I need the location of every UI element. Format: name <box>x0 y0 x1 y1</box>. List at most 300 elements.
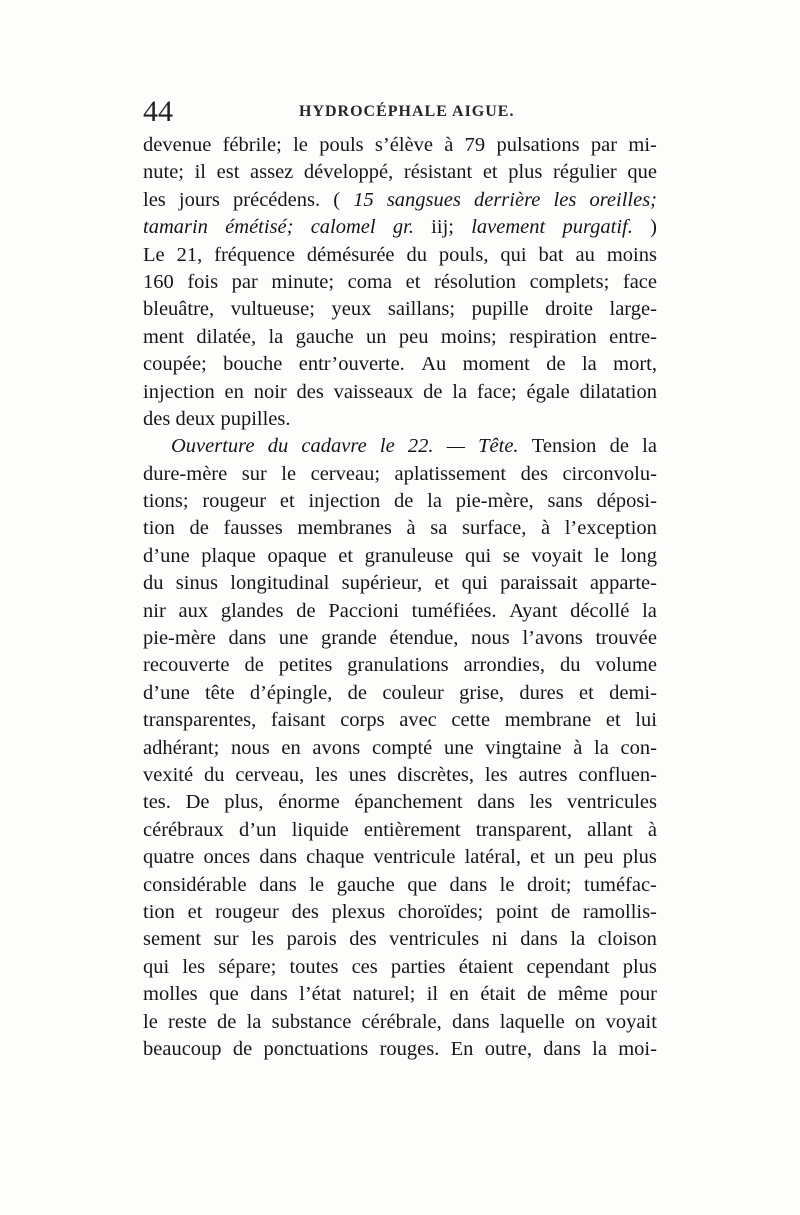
word: lui <box>635 709 657 732</box>
word: sépare; <box>218 955 277 978</box>
word: fréquence <box>214 243 295 266</box>
word: entièrement <box>363 818 461 841</box>
word: fois <box>187 270 219 293</box>
word: que <box>627 161 657 184</box>
word: sa <box>430 517 448 540</box>
word: point <box>495 900 539 923</box>
word: surface, <box>462 517 527 540</box>
text-line <box>143 598 657 625</box>
word: des <box>291 900 319 923</box>
word: dans <box>250 983 288 1006</box>
word: tamarin <box>143 216 208 239</box>
word: des <box>520 462 548 485</box>
word: ) <box>650 216 657 239</box>
word: fébrile; <box>222 134 282 156</box>
word: la <box>594 736 609 759</box>
word: étaient <box>458 955 514 978</box>
word: latéral, <box>464 846 521 869</box>
word: molles <box>143 983 198 1006</box>
word: l’exception <box>564 517 657 540</box>
word: et <box>434 572 450 595</box>
word: à <box>540 517 551 540</box>
word: 79 <box>464 134 486 156</box>
word: la <box>581 353 597 376</box>
word: des <box>143 407 171 430</box>
word: de <box>546 353 566 376</box>
word: les <box>143 188 166 211</box>
word: large- <box>609 298 657 321</box>
word: se <box>502 544 520 567</box>
word: à <box>573 736 583 759</box>
word: sangsues <box>386 188 461 211</box>
word: tête <box>204 681 235 704</box>
word: égale <box>526 380 570 403</box>
word: ventricules <box>567 791 657 814</box>
word: rouges. <box>379 1037 440 1060</box>
word: les <box>553 188 577 211</box>
word: transparent, <box>475 818 572 841</box>
word: tes. <box>143 791 171 814</box>
word: grise, <box>459 681 505 704</box>
text-line <box>143 324 657 351</box>
word: plaque <box>201 544 256 567</box>
word: grande <box>321 627 377 650</box>
word: une <box>278 627 309 650</box>
word: granulations <box>347 654 449 677</box>
word: épanchement <box>354 791 463 814</box>
text-line <box>143 899 657 926</box>
word: onces <box>203 846 251 869</box>
word: le <box>293 134 308 156</box>
text-line <box>143 625 657 652</box>
word: l’avons <box>522 627 583 650</box>
word: moins; <box>440 325 497 348</box>
word: confluen- <box>578 763 657 786</box>
word: cerveau, <box>235 763 305 786</box>
word: la <box>268 325 284 348</box>
word: droit; <box>527 873 572 896</box>
word: bouche <box>223 353 283 376</box>
word: nute; <box>143 161 184 184</box>
text-line <box>143 488 657 515</box>
word: qui <box>464 544 492 567</box>
word: oreilles; <box>589 188 657 211</box>
word: les <box>251 928 275 951</box>
word: plus <box>622 955 657 978</box>
word: plexus <box>331 900 386 923</box>
word: pour <box>619 983 657 1006</box>
word: droite <box>545 298 593 321</box>
word: 21, <box>176 243 203 266</box>
word: avons <box>312 736 361 759</box>
word: et <box>482 161 498 184</box>
word: de <box>232 1037 253 1060</box>
word: dilatée, <box>196 325 257 348</box>
word: même <box>557 983 608 1006</box>
word: paraissait <box>500 572 578 595</box>
body-text <box>143 132 657 1063</box>
word: d’une <box>143 544 190 567</box>
word: de <box>189 517 209 540</box>
word: pupilles. <box>220 407 291 430</box>
word: demi- <box>609 681 657 704</box>
word: substance <box>271 1010 352 1033</box>
word: respiration <box>509 325 597 348</box>
word: de <box>216 1010 237 1033</box>
word: con- <box>620 736 657 759</box>
word: du <box>203 763 225 786</box>
word: nous <box>230 736 270 759</box>
word: lavement <box>471 216 546 239</box>
word: entr’ouverte. <box>298 353 405 376</box>
word: trouvée <box>595 627 657 650</box>
word: il <box>426 983 439 1006</box>
word: rougeur <box>215 900 279 923</box>
text-line <box>143 379 657 406</box>
word: face <box>622 270 657 293</box>
word: noir <box>253 380 287 403</box>
word: parois <box>286 928 337 951</box>
word: mort, <box>613 353 657 376</box>
word: moi- <box>618 1037 657 1060</box>
word: étendue, <box>389 627 459 650</box>
text-line <box>143 844 657 871</box>
word: un <box>366 325 387 348</box>
word: minute; <box>271 270 335 293</box>
word: démésurée <box>306 243 395 266</box>
word: on <box>574 1010 596 1033</box>
text-line <box>143 406 657 433</box>
word: cérébrale, <box>361 1010 442 1033</box>
word: les <box>182 955 206 978</box>
word: gr. <box>392 216 414 239</box>
word: transparentes, <box>143 709 257 732</box>
word: considérable <box>143 873 247 896</box>
word: unes <box>348 763 387 786</box>
word: pupille <box>471 298 529 321</box>
word: nir <box>143 599 166 622</box>
word: la <box>427 490 442 513</box>
text-line <box>143 570 657 597</box>
word: Paccioni <box>328 599 399 622</box>
word: corps <box>340 709 385 732</box>
word: ( <box>333 188 341 211</box>
word: 15 <box>353 188 374 211</box>
word: voyait <box>605 1010 657 1033</box>
word: plus <box>508 161 543 184</box>
word: le <box>143 1010 158 1033</box>
word: injection <box>143 380 215 403</box>
word: nous <box>471 627 510 650</box>
text-line <box>143 242 657 269</box>
word: à <box>647 818 657 841</box>
word: qui <box>461 572 488 595</box>
word: compté <box>371 736 433 759</box>
word: reste <box>168 1010 207 1033</box>
word: le <box>499 873 515 896</box>
word: qui <box>143 955 170 978</box>
word: deux <box>175 407 216 430</box>
word: précédens. <box>233 188 321 211</box>
word: Le <box>143 243 165 266</box>
word: de <box>423 380 443 403</box>
word: Tête. <box>478 435 519 458</box>
word: il <box>194 161 207 184</box>
word: la <box>570 928 586 951</box>
word: complets; <box>529 270 610 293</box>
word: sur <box>241 462 267 485</box>
word: cérébraux <box>143 818 224 841</box>
word: Ouverture <box>171 435 255 458</box>
word: dans <box>520 928 558 951</box>
word: liquide <box>291 818 349 841</box>
word: recouverte <box>143 654 230 677</box>
word: volume <box>595 654 657 677</box>
word: bat <box>538 243 564 266</box>
word: dures <box>519 681 564 704</box>
word: du <box>406 243 427 266</box>
word: saillans; <box>387 298 456 321</box>
word: tion <box>143 517 175 540</box>
word: ni <box>491 928 508 951</box>
word: longitudinal <box>230 572 330 595</box>
word: du <box>559 654 581 677</box>
word: à <box>444 134 454 156</box>
word: En <box>450 1037 474 1060</box>
word: sans <box>547 490 583 513</box>
text-line <box>143 132 657 159</box>
word: était <box>480 983 516 1006</box>
word: et <box>279 490 295 513</box>
word: dans <box>543 1037 581 1060</box>
text-line <box>143 872 657 899</box>
word: injection <box>308 490 381 513</box>
word: aplatissement <box>394 462 507 485</box>
text-line <box>143 817 657 844</box>
word: chaque <box>306 846 365 869</box>
word: cette <box>451 709 491 732</box>
running-title: HYDROCÉPHALE AIGUE. <box>299 103 515 120</box>
word: naturel; <box>352 983 416 1006</box>
word: peu <box>583 846 614 869</box>
word: assez <box>250 161 294 184</box>
word: qui <box>500 243 527 266</box>
word: de <box>394 490 414 513</box>
text-line <box>143 543 657 570</box>
word: ventricule <box>373 846 456 869</box>
word: ces <box>351 955 378 978</box>
text-line <box>143 214 657 241</box>
text-line <box>143 461 657 488</box>
word: entre- <box>609 325 657 348</box>
word: Tension <box>531 435 597 458</box>
word: en <box>224 380 244 403</box>
word: développé, <box>303 161 394 184</box>
word: 22. <box>407 435 434 458</box>
word: décollé <box>570 599 630 622</box>
word: avec <box>399 709 437 732</box>
word: dans <box>259 846 297 869</box>
text-line <box>143 433 657 460</box>
word: les <box>484 763 508 786</box>
text-line <box>143 187 657 214</box>
text-line <box>143 269 657 296</box>
word: résistant <box>403 161 473 184</box>
word: gauche <box>295 325 354 348</box>
word: — <box>446 435 465 458</box>
word: vultueuse; <box>230 298 315 321</box>
word: choroïdes; <box>397 900 484 923</box>
word: que <box>407 873 437 896</box>
word: vaisseaux <box>333 380 414 403</box>
word: plus <box>622 846 657 869</box>
word: beaucoup <box>143 1037 222 1060</box>
text-line <box>143 926 657 953</box>
word: pouls <box>319 134 364 156</box>
word: en <box>449 983 469 1006</box>
word: le <box>379 435 395 458</box>
word: de <box>244 654 264 677</box>
word: petites <box>278 654 333 677</box>
word: une <box>443 736 474 759</box>
word: toutes <box>289 955 339 978</box>
text-line <box>143 762 657 789</box>
word: supérieur, <box>341 572 423 595</box>
word: couleur <box>382 681 444 704</box>
word: et <box>530 846 545 869</box>
word: par <box>590 134 618 156</box>
word: yeux <box>331 298 372 321</box>
word: peu <box>398 325 429 348</box>
word: membranes <box>297 517 392 540</box>
word: devenue <box>143 134 212 156</box>
word: les <box>315 763 338 786</box>
word: cadavre <box>301 435 367 458</box>
word: sur <box>213 928 239 951</box>
text-line <box>143 735 657 762</box>
word: allant <box>587 818 633 841</box>
word: glandes <box>220 599 284 622</box>
word: dans <box>477 791 515 814</box>
word: que <box>209 983 239 1006</box>
word: ramollis- <box>582 900 657 923</box>
word: tuméfac- <box>584 873 657 896</box>
word: voyait <box>531 544 583 567</box>
word: tions; <box>143 490 189 513</box>
word: face; <box>476 380 517 403</box>
word: de <box>527 983 547 1006</box>
word: par <box>231 270 258 293</box>
word: Au <box>421 353 447 376</box>
word: coma <box>347 270 393 293</box>
word: le <box>309 873 325 896</box>
word: pulsations <box>496 134 580 156</box>
word: de <box>550 900 571 923</box>
word: l’état <box>299 983 342 1006</box>
word: d’un <box>238 818 277 841</box>
word: aux <box>178 599 209 622</box>
word: jours <box>178 188 220 211</box>
word: calomel <box>310 216 376 239</box>
word: les <box>529 791 553 814</box>
word: dans <box>228 627 267 650</box>
word: du <box>267 435 289 458</box>
running-header <box>143 92 655 132</box>
word: 160 <box>143 270 174 293</box>
word: membrane <box>504 709 592 732</box>
word: ment <box>143 325 184 348</box>
word: la <box>452 380 468 403</box>
word: de <box>296 599 316 622</box>
word: et <box>605 709 621 732</box>
word: dure-mère <box>143 462 228 485</box>
text-line <box>143 789 657 816</box>
word: et <box>187 900 203 923</box>
text-line <box>143 680 657 707</box>
word: discrètes, <box>397 763 475 786</box>
word: parties <box>390 955 446 978</box>
word: s’élève <box>374 134 433 156</box>
word: mi- <box>628 134 657 156</box>
word: d’épingle, <box>249 681 333 704</box>
word: De <box>185 791 210 814</box>
word: au <box>575 243 595 266</box>
word: énorme <box>278 791 340 814</box>
page-number: 44 <box>143 95 173 128</box>
word: est <box>216 161 240 184</box>
word: vexité <box>143 763 194 786</box>
word: le <box>594 544 609 567</box>
word: de <box>609 435 629 458</box>
word: fausses <box>223 517 283 540</box>
word: dans <box>451 1010 490 1033</box>
word: d’une <box>143 681 190 704</box>
word: purgatif. <box>562 216 633 239</box>
text-line <box>143 515 657 542</box>
word: moins <box>606 243 657 266</box>
word: tuméfiées. <box>411 599 497 622</box>
word: circonvolu- <box>562 462 657 485</box>
word: régulier <box>553 161 617 184</box>
word: cerveau; <box>310 462 381 485</box>
word: cependant <box>526 955 610 978</box>
word: en <box>281 736 301 759</box>
word: des <box>349 928 377 951</box>
word: un <box>554 846 575 869</box>
word: sement <box>143 928 202 951</box>
word: gauche <box>336 873 395 896</box>
word: déposi- <box>596 490 657 513</box>
word: des <box>296 380 324 403</box>
word: pie-mère, <box>455 490 534 513</box>
word: le <box>281 462 297 485</box>
word: faisant <box>270 709 326 732</box>
word: du <box>143 572 164 595</box>
word: granuleuse <box>364 544 454 567</box>
text-line <box>143 954 657 981</box>
text-line <box>143 707 657 734</box>
word: outre, <box>484 1037 532 1060</box>
word: ventricules <box>389 928 480 951</box>
word: tion <box>143 900 175 923</box>
word: rougeur <box>202 490 267 513</box>
word: arrondies, <box>463 654 545 677</box>
word: coupée; <box>143 353 207 376</box>
word: la <box>246 1010 262 1033</box>
word: et <box>579 681 594 704</box>
word: à <box>406 517 416 540</box>
word: bleuâtre, <box>143 298 215 321</box>
